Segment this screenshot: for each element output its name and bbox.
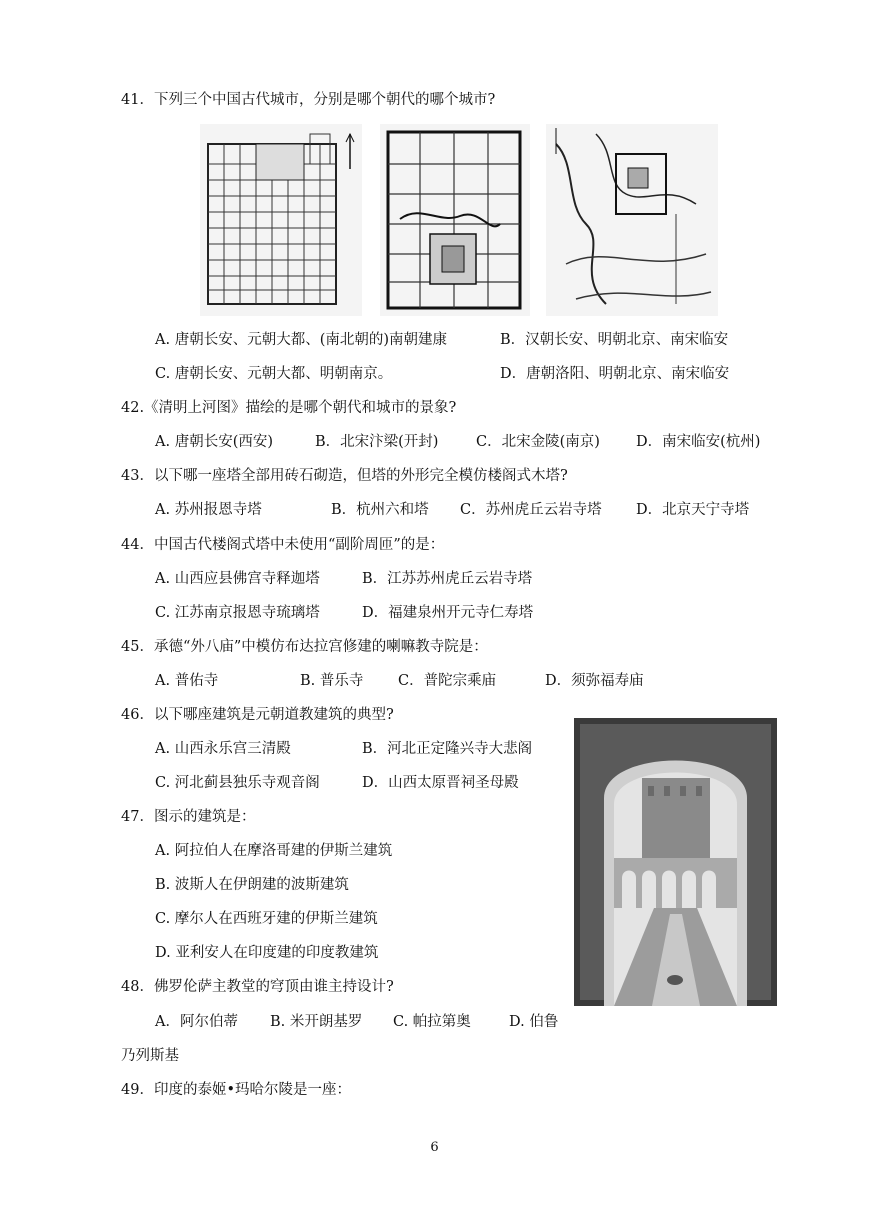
question-48-option-b[interactable]: B. 米开朗基罗 (270, 1014, 363, 1030)
question-47-option-c[interactable]: C. 摩尔人在西班牙建的伊斯兰建筑 (155, 911, 378, 927)
question-44-option-a[interactable]: A. 山西应县佛宫寺释迦塔 (155, 571, 320, 587)
question-42-option-a[interactable]: A. 唐朝长安(西安) (155, 434, 274, 450)
question-43-option-a[interactable]: A. 苏州报恩寺塔 (155, 502, 262, 518)
question-46-option-b[interactable]: B．河北正定隆兴寺大悲阁 (362, 741, 533, 757)
city-map-3 (546, 124, 718, 316)
question-45-option-b[interactable]: B. 普乐寺 (300, 673, 364, 689)
question-43-option-b[interactable]: B．杭州六和塔 (331, 502, 429, 518)
question-46-stem: 46．以下哪座建筑是元朝道教建筑的典型? (121, 707, 394, 723)
ancient-city-maps (200, 124, 718, 316)
city-map-2 (380, 124, 530, 316)
question-43-option-c[interactable]: C．苏州虎丘云岩寺塔 (460, 502, 602, 518)
question-44-option-c[interactable]: C. 江苏南京报恩寺琉璃塔 (155, 605, 320, 621)
question-45-option-c[interactable]: C．普陀宗乘庙 (398, 673, 497, 689)
question-42-stem: 42.《清明上河图》描绘的是哪个朝代和城市的景象? (121, 400, 457, 416)
city-map-1 (200, 124, 362, 316)
question-48-option-c[interactable]: C. 帕拉第奥 (393, 1014, 471, 1030)
question-47-option-a[interactable]: A. 阿拉伯人在摩洛哥建的伊斯兰建筑 (155, 843, 393, 859)
question-41-option-d[interactable]: D．唐朝洛阳、明朝北京、南宋临安 (500, 366, 730, 382)
question-45-option-a[interactable]: A. 普佑寺 (155, 673, 219, 689)
question-43-stem: 43．以下哪一座塔全部用砖石砌造，但塔的外形完全模仿楼阁式木塔? (121, 468, 568, 484)
question-44-option-b[interactable]: B．江苏苏州虎丘云岩寺塔 (362, 571, 533, 587)
question-48-continuation: 乃列斯基 (121, 1048, 179, 1064)
question-41-option-a[interactable]: A. 唐朝长安、元朝大都、(南北朝的)南朝建康 (155, 332, 448, 348)
question-49-stem: 49．印度的泰姬•玛哈尔陵是一座： (121, 1082, 352, 1098)
alhambra-courtyard-photo (574, 718, 777, 1006)
question-48-option-a[interactable]: A．阿尔伯蒂 (155, 1014, 238, 1030)
question-41-option-b[interactable]: B．汉朝长安、明朝北京、南宋临安 (500, 332, 729, 348)
question-42-option-b[interactable]: B．北宋汴梁(开封) (315, 434, 439, 450)
question-43-option-d[interactable]: D．北京天宁寺塔 (636, 502, 750, 518)
question-46-option-a[interactable]: A. 山西永乐宫三清殿 (155, 741, 291, 757)
question-47-stem: 47．图示的建筑是： (121, 809, 256, 825)
question-46-option-d[interactable]: D．山西太原晋祠圣母殿 (362, 775, 519, 791)
question-45-stem: 45．承德“外八庙”中模仿布达拉宫修建的喇嘛教寺院是： (121, 639, 488, 655)
question-42-option-c[interactable]: C．北宋金陵(南京) (476, 434, 600, 450)
question-48-stem: 48．佛罗伦萨主教堂的穹顶由谁主持设计? (121, 979, 394, 995)
question-48-option-d[interactable]: D. 伯鲁 (509, 1014, 559, 1030)
question-47-option-d[interactable]: D. 亚利安人在印度建的印度教建筑 (155, 945, 379, 961)
question-44-option-d[interactable]: D．福建泉州开元寺仁寿塔 (362, 605, 534, 621)
question-45-option-d[interactable]: D．须弥福寿庙 (545, 673, 644, 689)
question-41-stem: 41．下列三个中国古代城市，分别是哪个朝代的哪个城市? (121, 92, 496, 108)
question-41-option-c[interactable]: C. 唐朝长安、元朝大都、明朝南京。 (155, 366, 393, 382)
question-46-option-c[interactable]: C. 河北蓟县独乐寺观音阁 (155, 775, 320, 791)
page-number: 6 (430, 1140, 439, 1155)
question-47-option-b[interactable]: B. 波斯人在伊朗建的波斯建筑 (155, 877, 349, 893)
question-44-stem: 44．中国古代楼阁式塔中未使用“副阶周匝”的是： (121, 537, 445, 553)
question-42-option-d[interactable]: D．南宋临安(杭州) (636, 434, 761, 450)
